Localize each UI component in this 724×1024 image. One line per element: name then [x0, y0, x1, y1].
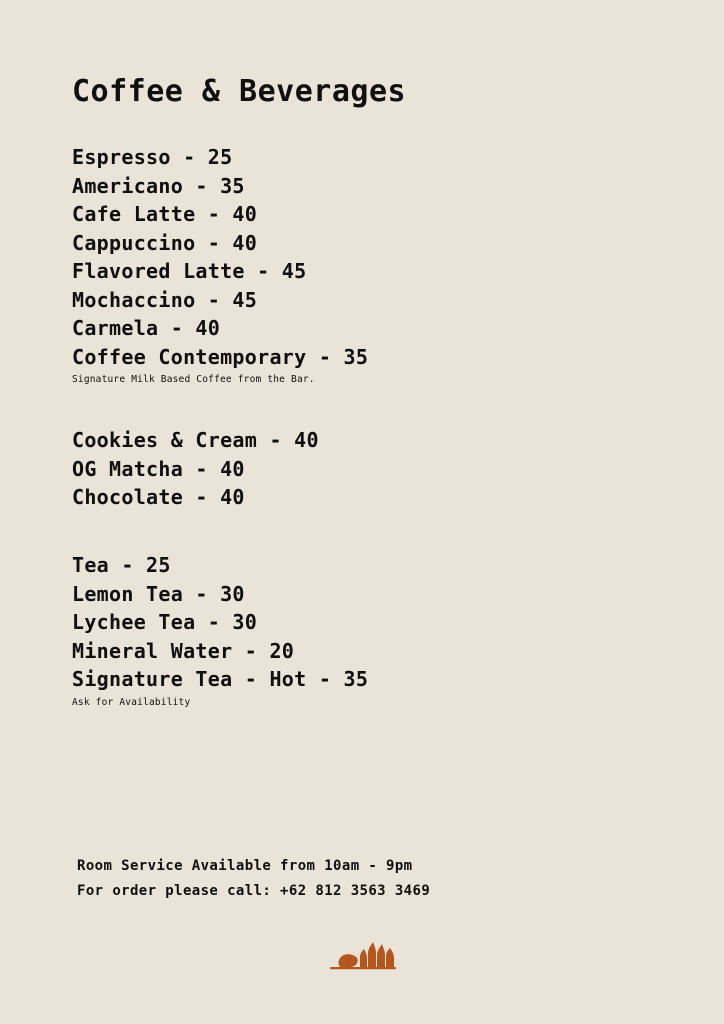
- menu-item: Mineral Water - 20: [72, 638, 295, 663]
- room-service-hours: Room Service Available from 10am - 9pm: [77, 858, 413, 874]
- menu-item: Carmela - 40: [72, 316, 221, 340]
- menu-item: Flavored Latte - 45: [72, 259, 307, 283]
- menu-item: Americano - 35: [72, 173, 245, 198]
- tea-note: Ask for Availability: [72, 696, 191, 708]
- menu-item: Tea - 25: [72, 553, 171, 577]
- coffee-section: [72, 143, 368, 387]
- menu-item: Mochaccino - 45: [72, 287, 258, 312]
- footer: [77, 854, 430, 904]
- menu-item: Cappuccino - 40: [72, 230, 258, 255]
- menu-item: Espresso - 25: [72, 145, 233, 169]
- coffee-note: Signature Milk Based Coffee from the Bar.: [72, 374, 315, 385]
- page-title: Coffee & Beverages: [72, 74, 407, 109]
- menu-item: Coffee Contemporary - 35: [72, 344, 369, 369]
- menu-item: Lychee Tea - 30: [72, 610, 258, 634]
- menu-item: Signature Tea - Hot - 35: [72, 667, 369, 691]
- menu-item: OG Matcha - 40: [72, 456, 245, 481]
- non-coffee-section: [72, 426, 319, 512]
- brand-logo-icon: [330, 938, 398, 976]
- menu-item: Lemon Tea - 30: [72, 581, 245, 606]
- menu-item: Chocolate - 40: [72, 485, 245, 509]
- menu-item: Cafe Latte - 40: [72, 202, 258, 226]
- menu-item: Cookies & Cream - 40: [72, 428, 319, 452]
- tea-section: [72, 551, 368, 710]
- order-phone: For order please call: +62 812 3563 3469: [77, 883, 431, 899]
